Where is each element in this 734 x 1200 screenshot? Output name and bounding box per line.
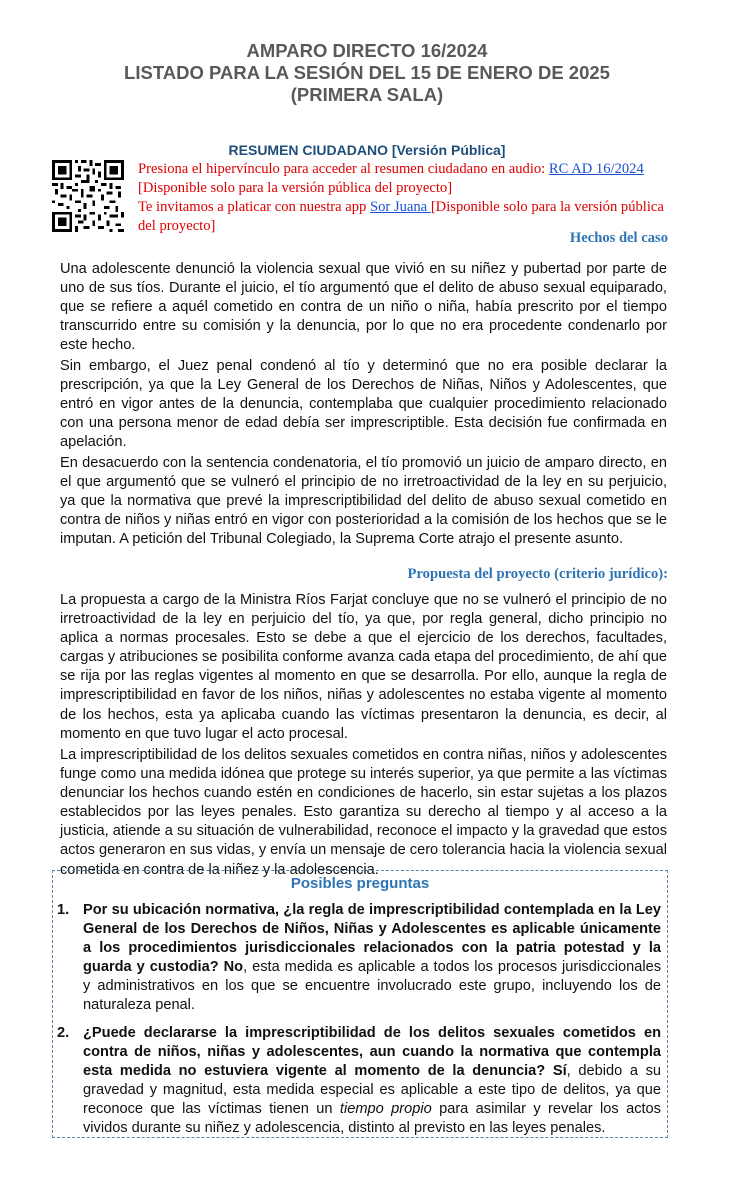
answer-1-text: , esta medida es aplicable a todos los procesos jurisdiccionales y administrativos en los que se encuentre involucrado este grupo, incluyendo los de naturaleza penal. [83, 959, 661, 1014]
answer-2-verdict: Sí [545, 1062, 567, 1079]
question-2: ¿Puede declararse la imprescriptibilidad de los delitos sexuales cometidos en contra de niños, niñas y adolescentes, aun cuando la normativa que contempla esta medida no estuviera vigente al momento de la denuncia? [83, 1024, 661, 1079]
answer-2-text-pre: , debido a su gravedad y magnitud, esta medida especial es aplicable a este tipo de delitos, ya que reconoce que las víctimas tienen un [83, 1062, 662, 1117]
access-notices [138, 160, 678, 236]
question-number: 2. [57, 1024, 70, 1041]
sor-juana-app-link[interactable]: Sor Juana [370, 199, 431, 215]
title-line-3: (PRIMERA SALA) [290, 84, 444, 105]
app-notice-text: Te invitamos a platicar con nuestra app [138, 199, 370, 215]
propuesta-paragraph-2: La imprescriptibilidad de los delitos sexuales cometidos en contra niñas, niños y adolescentes funge como una medida idónea que protege su interés superior, ya que permite a las víctimas denunciar los hechos cuando estén en condiciones de hacerlo, sin estar sujetas a los plazos establecidos por las leyes penales. Esto garantiza su derecho al tiempo y al acceso a la justicia, atiende a su situación de vulnerabilidad, reconoce el impacto y la gravedad que estos actos generaron en sus vidas, y envía un mensaje de cero tolerancia hacia la violencia sexual cometida en contra de la niñez y la adolescencia. [60, 747, 667, 878]
question-1: Por su ubicación normativa, ¿la regla de imprescriptibilidad contemplada en la Ley General de los Derechos de Niños, Niñas y Adolescentes es aplicable únicamente a los procedimientos jurisdiccionales relacionados con la patria potestad y la guarda y custodia? [83, 902, 661, 976]
hechos-paragraph-3: En desacuerdo con la sentencia condenatoria, el tío promovió un juicio de amparo directo, en el que argumentó que se vulneró el principio de no irretroactividad de la ley en su perjuicio, ya que la normativa que prevé la imprescriptibilidad del delito de abuso sexual cometido en contra de niños y niñas entró en vigor con posterioridad a la comisión de los hechos que se le imputan. A petición del Tribunal Colegiado, la Suprema Corte atrajo el presente asunto. [60, 455, 667, 548]
answer-1-verdict: No [218, 959, 244, 976]
app-notice-availability: [Disponible solo para la versión pública del proyecto] [138, 199, 664, 234]
qr-code-icon[interactable] [52, 160, 124, 232]
title-line-1: AMPARO DIRECTO 16/2024 [246, 40, 488, 61]
question-item-1 [53, 901, 667, 1016]
propuesta-heading: Propuesta del proyecto (criterio jurídico): [407, 566, 668, 582]
propuesta-paragraph-1: La propuesta a cargo de la Ministra Ríos Farjat concluye que no se vulneró el principio de no irretroactividad de la ley en perjuicio del tío, ya que, por regla general, dicho principio no aplica a normas procesales. Esto se debe a que el ejercicio de los derechos, facultades, cargas y atribuciones se posibilita conforme avanza cada etapa del procedimiento, de ahí que se rija por las reglas vigentes al momento en que se desarrolla. Por ello, aunque la regla de imprescriptibilidad en favor de los niños, niñas y adolescentes no estaba vigente al momento de los hechos, esta ya aplicaba cuando las víctimas presentaron la denuncia, es decir, al momento en que tuvo lugar el acto procesal. [60, 592, 667, 742]
possible-questions-box [52, 870, 668, 1138]
hechos-paragraph-1: Una adolescente denunció la violencia sexual que vivió en su niñez y pubertad por parte de uno de sus tíos. Durante el juicio, el tío argumentó que el delito de abuso sexual equiparado, que se refiere a aquél cometido en contra de un niño o niña, había prescrito por el tiempo transcurrido entre su comisión y la denuncia, por lo que no era procedente condenarlo por este hecho. [60, 261, 667, 354]
question-item-2 [53, 1024, 667, 1139]
hechos-heading: Hechos del caso [569, 230, 668, 246]
possible-questions-title: Posibles preguntas [290, 875, 430, 892]
question-text [83, 1024, 661, 1139]
answer-2-text-post: para asimilar y revelar los actos vividos durante su niñez y adolescencia, distinto al previsto en las leyes penales. [83, 1100, 661, 1137]
document-title [0, 40, 734, 106]
audio-notice-availability: [Disponible solo para la versión pública del proyecto] [138, 180, 453, 196]
hechos-paragraph-2: Sin embargo, el Juez penal condenó al tío y determinó que no era posible declarar la prescripción, ya que la Ley General de los Derechos de Niñas, Niños y Adolescentes, que entró en vigor antes de la denuncia, contemplaba que cualquier procedimiento relacionado con una persona menor de edad debía ser imprescriptible. Esta decisión fue confirmada en apelación. [60, 358, 667, 451]
answer-2-emphasis: tiempo propio [339, 1100, 432, 1117]
question-text [83, 901, 661, 1016]
audio-notice-text: Presiona el hipervínculo para acceder al resumen ciudadano en audio: [138, 161, 549, 177]
summary-header: RESUMEN CIUDADANO [Versión Pública] [228, 142, 506, 158]
title-line-2: LISTADO PARA LA SESIÓN DEL 15 DE ENERO DE 2025 [124, 62, 610, 83]
audio-summary-link[interactable]: RC AD 16/2024 [548, 161, 644, 177]
question-number: 1. [57, 902, 70, 918]
questions-list [53, 901, 667, 1146]
